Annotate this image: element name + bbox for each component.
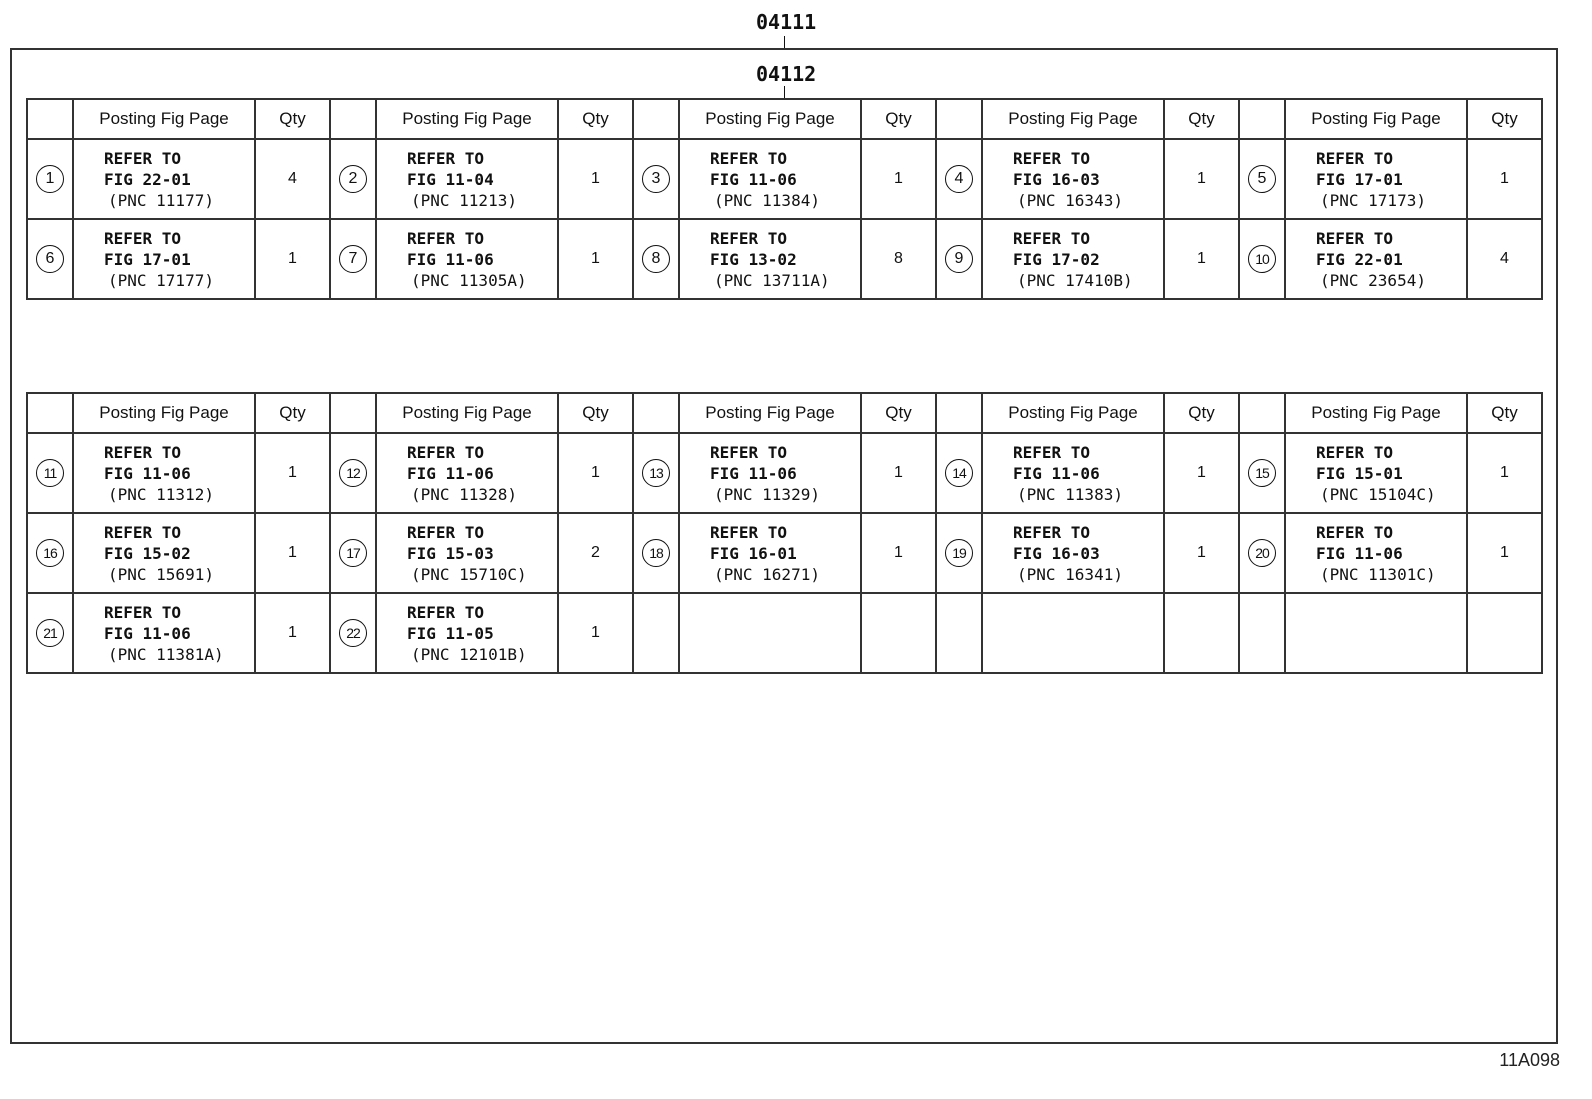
- fig-reference: FIG 22-01: [1316, 249, 1403, 269]
- fig-reference: FIG 11-06: [407, 249, 494, 269]
- header-qty: Qty: [1467, 99, 1542, 139]
- header-blank-cell: [633, 393, 679, 433]
- reference-cell: [376, 433, 558, 513]
- qty-cell: 1: [255, 593, 330, 673]
- fig-reference: FIG 15-03: [407, 543, 494, 563]
- pnc-reference: (PNC 11384): [714, 190, 820, 210]
- reference-cell: [679, 139, 861, 219]
- qty-cell: 2: [558, 513, 633, 593]
- header-row: [27, 393, 1542, 433]
- header-posting-fig-page: Posting Fig Page: [679, 99, 861, 139]
- callout-number: 15: [1248, 459, 1276, 487]
- reference-cell: [1285, 513, 1467, 593]
- item-number-cell: [1239, 139, 1285, 219]
- reference-cell: [679, 433, 861, 513]
- fig-reference: FIG 11-06: [1013, 463, 1100, 483]
- header-blank-cell: [330, 99, 376, 139]
- header-blank-cell: [27, 393, 73, 433]
- fig-reference: FIG 11-06: [104, 463, 191, 483]
- fig-reference: FIG 16-03: [1013, 543, 1100, 563]
- qty-cell: 1: [558, 433, 633, 513]
- qty-cell: 4: [255, 139, 330, 219]
- fig-reference: FIG 16-01: [710, 543, 797, 563]
- fig-reference: FIG 13-02: [710, 249, 797, 269]
- header-posting-fig-page: Posting Fig Page: [73, 99, 255, 139]
- refer-to-label: REFER TO: [710, 228, 788, 248]
- callout-number: 8: [642, 245, 670, 273]
- qty-cell: 1: [1467, 433, 1542, 513]
- pnc-reference: (PNC 17173): [1320, 190, 1426, 210]
- callout-number: 10: [1248, 245, 1276, 273]
- callout-number: 20: [1248, 539, 1276, 567]
- item-number-cell: [27, 593, 73, 673]
- reference-cell: [1285, 433, 1467, 513]
- item-number-cell: [936, 433, 982, 513]
- callout-number: 16: [36, 539, 64, 567]
- header-posting-fig-page: Posting Fig Page: [73, 393, 255, 433]
- qty-cell: 1: [255, 219, 330, 299]
- header-qty: Qty: [255, 393, 330, 433]
- item-number-cell: [633, 219, 679, 299]
- qty-cell: 1: [1467, 139, 1542, 219]
- refer-to-label: REFER TO: [104, 522, 182, 542]
- header-posting-fig-page: Posting Fig Page: [376, 393, 558, 433]
- table-row: [27, 593, 1542, 673]
- callout-number: 6: [36, 245, 64, 273]
- reference-cell: [982, 513, 1164, 593]
- qty-cell: 1: [558, 139, 633, 219]
- refer-to-label: REFER TO: [710, 522, 788, 542]
- callout-number: 5: [1248, 165, 1276, 193]
- assembly-label-04112: 04112: [756, 62, 817, 86]
- header-qty: Qty: [1164, 99, 1239, 139]
- callout-number: 7: [339, 245, 367, 273]
- fig-reference: FIG 11-06: [710, 169, 797, 189]
- qty-cell: [861, 593, 936, 673]
- reference-cell: [73, 219, 255, 299]
- reference-cell: [982, 433, 1164, 513]
- item-number-cell: [27, 139, 73, 219]
- item-number-cell: [936, 219, 982, 299]
- header-blank-cell: [936, 99, 982, 139]
- fig-reference: FIG 11-06: [407, 463, 494, 483]
- qty-cell: 1: [558, 219, 633, 299]
- header-posting-fig-page: Posting Fig Page: [376, 99, 558, 139]
- fig-reference: FIG 17-02: [1013, 249, 1100, 269]
- item-number-cell: [936, 513, 982, 593]
- table-row: [27, 139, 1542, 219]
- header-blank-cell: [330, 393, 376, 433]
- refer-to-label: REFER TO: [407, 228, 485, 248]
- reference-cell: [376, 593, 558, 673]
- reference-cell: [679, 593, 861, 673]
- item-number-cell: [936, 139, 982, 219]
- callout-number: 22: [339, 619, 367, 647]
- reference-table-1: [26, 98, 1543, 300]
- header-row: [27, 99, 1542, 139]
- qty-cell: [1164, 593, 1239, 673]
- item-number-cell: [330, 593, 376, 673]
- item-number-cell: [330, 433, 376, 513]
- pnc-reference: (PNC 17410B): [1017, 270, 1133, 290]
- refer-to-label: REFER TO: [710, 148, 788, 168]
- header-qty: Qty: [558, 99, 633, 139]
- item-number-cell: [330, 139, 376, 219]
- refer-to-label: REFER TO: [407, 442, 485, 462]
- refer-to-label: REFER TO: [1013, 442, 1091, 462]
- pnc-reference: (PNC 15104C): [1320, 484, 1436, 504]
- qty-cell: 1: [1467, 513, 1542, 593]
- pnc-reference: (PNC 11305A): [411, 270, 527, 290]
- fig-reference: FIG 15-02: [104, 543, 191, 563]
- item-number-cell: [1239, 219, 1285, 299]
- table-row: [27, 219, 1542, 299]
- reference-cell: [982, 593, 1164, 673]
- item-number-cell: [330, 219, 376, 299]
- reference-cell: [1285, 593, 1467, 673]
- header-posting-fig-page: Posting Fig Page: [679, 393, 861, 433]
- refer-to-label: REFER TO: [104, 442, 182, 462]
- refer-to-label: REFER TO: [710, 442, 788, 462]
- leader-line-04111: [784, 36, 785, 48]
- item-number-cell: [27, 433, 73, 513]
- header-blank-cell: [27, 99, 73, 139]
- reference-cell: [376, 139, 558, 219]
- callout-number: 21: [36, 619, 64, 647]
- pnc-reference: (PNC 12101B): [411, 644, 527, 664]
- item-number-cell: [1239, 433, 1285, 513]
- fig-reference: FIG 17-01: [104, 249, 191, 269]
- item-number-cell: [633, 513, 679, 593]
- leader-line-04112: [784, 86, 785, 98]
- header-qty: Qty: [861, 393, 936, 433]
- header-posting-fig-page: Posting Fig Page: [982, 393, 1164, 433]
- refer-to-label: REFER TO: [104, 602, 182, 622]
- reference-table-2: [26, 392, 1543, 674]
- refer-to-label: REFER TO: [104, 228, 182, 248]
- reference-cell: [73, 513, 255, 593]
- reference-cell: [679, 219, 861, 299]
- callout-number: 14: [945, 459, 973, 487]
- reference-cell: [1285, 219, 1467, 299]
- pnc-reference: (PNC 16341): [1017, 564, 1123, 584]
- pnc-reference: (PNC 17177): [108, 270, 214, 290]
- qty-cell: 1: [861, 139, 936, 219]
- figure-code: 11A098: [1499, 1050, 1560, 1070]
- qty-cell: 1: [255, 513, 330, 593]
- header-posting-fig-page: Posting Fig Page: [1285, 99, 1467, 139]
- item-number-cell: [1239, 513, 1285, 593]
- header-qty: Qty: [1467, 393, 1542, 433]
- pnc-reference: (PNC 16343): [1017, 190, 1123, 210]
- pnc-reference: (PNC 11328): [411, 484, 517, 504]
- refer-to-label: REFER TO: [407, 602, 485, 622]
- qty-cell: 8: [861, 219, 936, 299]
- refer-to-label: REFER TO: [407, 148, 485, 168]
- reference-cell: [73, 139, 255, 219]
- qty-cell: 1: [1164, 139, 1239, 219]
- item-number-cell: [1239, 593, 1285, 673]
- callout-number: 2: [339, 165, 367, 193]
- reference-cell: [73, 433, 255, 513]
- qty-cell: 1: [1164, 513, 1239, 593]
- header-blank-cell: [633, 99, 679, 139]
- pnc-reference: (PNC 16271): [714, 564, 820, 584]
- callout-number: 4: [945, 165, 973, 193]
- reference-cell: [73, 593, 255, 673]
- qty-cell: 4: [1467, 219, 1542, 299]
- fig-reference: FIG 11-04: [407, 169, 494, 189]
- refer-to-label: REFER TO: [1316, 442, 1394, 462]
- pnc-reference: (PNC 11312): [108, 484, 214, 504]
- pnc-reference: (PNC 11383): [1017, 484, 1123, 504]
- pnc-reference: (PNC 11301C): [1320, 564, 1436, 584]
- header-qty: Qty: [255, 99, 330, 139]
- header-blank-cell: [1239, 99, 1285, 139]
- fig-reference: FIG 15-01: [1316, 463, 1403, 483]
- callout-number: 17: [339, 539, 367, 567]
- refer-to-label: REFER TO: [407, 522, 485, 542]
- refer-to-label: REFER TO: [1013, 148, 1091, 168]
- qty-cell: 1: [861, 513, 936, 593]
- header-blank-cell: [936, 393, 982, 433]
- item-number-cell: [27, 513, 73, 593]
- item-number-cell: [633, 433, 679, 513]
- refer-to-label: REFER TO: [1316, 148, 1394, 168]
- refer-to-label: REFER TO: [1316, 522, 1394, 542]
- item-number-cell: [633, 139, 679, 219]
- pnc-reference: (PNC 13711A): [714, 270, 830, 290]
- pnc-reference: (PNC 11213): [411, 190, 517, 210]
- assembly-label-04111: 04111: [756, 10, 817, 34]
- pnc-reference: (PNC 11381A): [108, 644, 224, 664]
- fig-reference: FIG 11-06: [1316, 543, 1403, 563]
- pnc-reference: (PNC 23654): [1320, 270, 1426, 290]
- fig-reference: FIG 22-01: [104, 169, 191, 189]
- reference-cell: [679, 513, 861, 593]
- reference-cell: [1285, 139, 1467, 219]
- callout-number: 18: [642, 539, 670, 567]
- refer-to-label: REFER TO: [1013, 228, 1091, 248]
- item-number-cell: [27, 219, 73, 299]
- refer-to-label: REFER TO: [1013, 522, 1091, 542]
- item-number-cell: [936, 593, 982, 673]
- callout-number: 9: [945, 245, 973, 273]
- reference-cell: [376, 219, 558, 299]
- header-qty: Qty: [558, 393, 633, 433]
- qty-cell: 1: [861, 433, 936, 513]
- item-number-cell: [633, 593, 679, 673]
- reference-cell: [982, 219, 1164, 299]
- header-qty: Qty: [1164, 393, 1239, 433]
- qty-cell: [1467, 593, 1542, 673]
- item-number-cell: [330, 513, 376, 593]
- fig-reference: FIG 11-05: [407, 623, 494, 643]
- pnc-reference: (PNC 15710C): [411, 564, 527, 584]
- qty-cell: 1: [558, 593, 633, 673]
- callout-number: 12: [339, 459, 367, 487]
- reference-cell: [376, 513, 558, 593]
- callout-number: 13: [642, 459, 670, 487]
- callout-number: 11: [36, 459, 64, 487]
- callout-number: 19: [945, 539, 973, 567]
- refer-to-label: REFER TO: [1316, 228, 1394, 248]
- qty-cell: 1: [255, 433, 330, 513]
- header-blank-cell: [1239, 393, 1285, 433]
- table-row: [27, 433, 1542, 513]
- callout-number: 3: [642, 165, 670, 193]
- fig-reference: FIG 16-03: [1013, 169, 1100, 189]
- fig-reference: FIG 11-06: [710, 463, 797, 483]
- table-row: [27, 513, 1542, 593]
- header-qty: Qty: [861, 99, 936, 139]
- qty-cell: 1: [1164, 433, 1239, 513]
- reference-cell: [982, 139, 1164, 219]
- qty-cell: 1: [1164, 219, 1239, 299]
- fig-reference: FIG 17-01: [1316, 169, 1403, 189]
- fig-reference: FIG 11-06: [104, 623, 191, 643]
- header-posting-fig-page: Posting Fig Page: [1285, 393, 1467, 433]
- pnc-reference: (PNC 15691): [108, 564, 214, 584]
- pnc-reference: (PNC 11329): [714, 484, 820, 504]
- refer-to-label: REFER TO: [104, 148, 182, 168]
- pnc-reference: (PNC 11177): [108, 190, 214, 210]
- header-posting-fig-page: Posting Fig Page: [982, 99, 1164, 139]
- callout-number: 1: [36, 165, 64, 193]
